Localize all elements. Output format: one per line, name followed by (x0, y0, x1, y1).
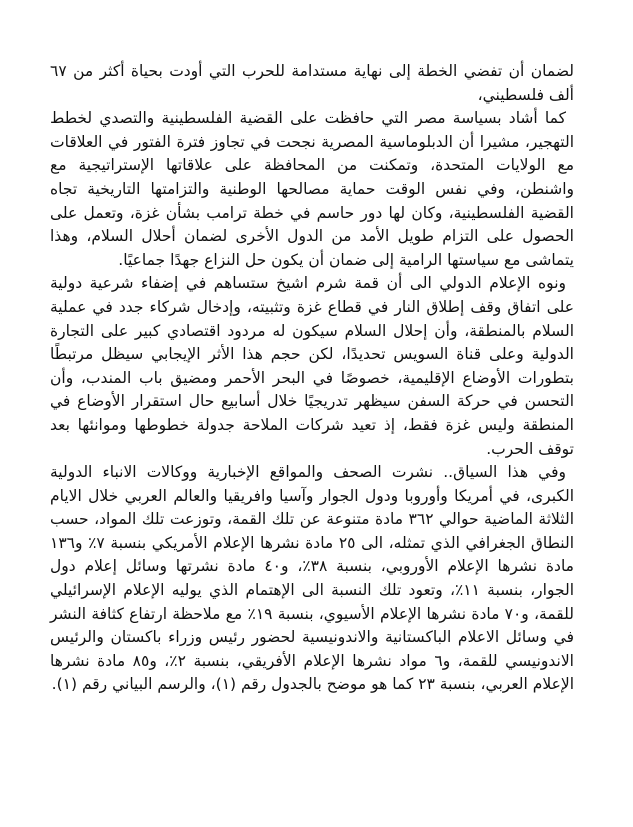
paragraph-1: لضمان أن تفضي الخطة إلى نهاية مستدامة للحرب التي أودت بحياة أكثر من ٦٧ ألف فلسطيني، (50, 62, 574, 104)
paragraph-3: ونوه الإعلام الدولي الى أن قمة شرم اشيخ ستساهم في إضفاء شرعية دولية على اتفاق وقف إطلاق النار في قطاع غزة وتثبيته، وإدخال شركاء جدد في عملية السلام بالمنطقة، وأن إحلال السلام سيكون له مردود اقتصادي كبير على التجارة الدولية وعلى قناة السويس تحديدًا، لكن حجم هذا الأثر الإيجابي سيظل مرتبطًا بتطورات الأوضاع الإقليمية، خصوصًا في البحر الأحمر ومضيق باب المندب، وأن التحسن في حركة السفن سيظهر تدريجيًا خلال أسابيع حال استقرار الأوضاع في المنطقة وليس غزة فقط، إذ تعيد شركات الملاحة جدولة خطوطها وموانئها بعد توقف الحرب. (50, 274, 574, 458)
paragraph-2: كما أشاد بسياسة مصر التي حافظت على القضية الفلسطينية والتصدي لخطط التهجير، مشيرا أن الدبلوماسية المصرية نجحت في تجاوز فترة الفتور في العلاقات مع الولايات المتحدة، وتمكنت من المحافظة على علاقاتها الإستراتيجية مع واشنطن، وفي نفس الوقت حماية مصالحها الوطنية والتزامتها التاريخية تجاه القضية الفلسطينية، وكان لها دور حاسم في خطة ترامب بشأن غزة، وتعمل على الحصول على التزام طويل الأمد من الدول الأخرى لضمان أحلال السلام، وهذا يتماشى مع سياستها الرامية إلى ضمان أن يكون حل النزاع جهدًا جماعيًا. (50, 109, 574, 269)
document-body (50, 60, 574, 697)
paragraph-4: وفي هذا السياق.. نشرت الصحف والمواقع الإخبارية ووكالات الانباء الدولية الكبرى، في أمريكا وأوروبا ودول الجوار وآسيا وافريقيا والعالم العربي خلال الايام الثلاثة الماضية حوالي ٣٦٢ مادة متنوعة عن تلك القمة، وتوزعت تلك المواد، حسب النطاق الجغرافي الذي تمثله، الى ٢٥ مادة نشرها الإعلام الأمريكي بنسبة ٧٪ و١٣٦ مادة نشرها الإعلام الأوروبي، بنسبة ٣٨٪، و٤٠ مادة نشرتها وسائل إعلام دول الجوار، بنسبة ١١٪، وتعود تلك النسبة الى الإهتمام الذي يوليه الإعلام الإسرائيلي للقمة، و٧٠ مادة نشرها الإعلام الأسيوي، بنسبة ١٩٪ مع ملاحظة ارتفاع كثافة النشر في وسائل الاعلام الباكستانية والاندونيسية لحضور رئيس وزراء باكستان والرئيس الاندونيسي للقمة، و٦ مواد نشرها الإعلام الأفريقي، بنسبة ٢٪، و٨٥ مادة نشرها الإعلام العربي، بنسبة ٢٣ كما هو موضح بالجدول رقم (١)، والرسم البياني رقم (١). (50, 463, 575, 694)
